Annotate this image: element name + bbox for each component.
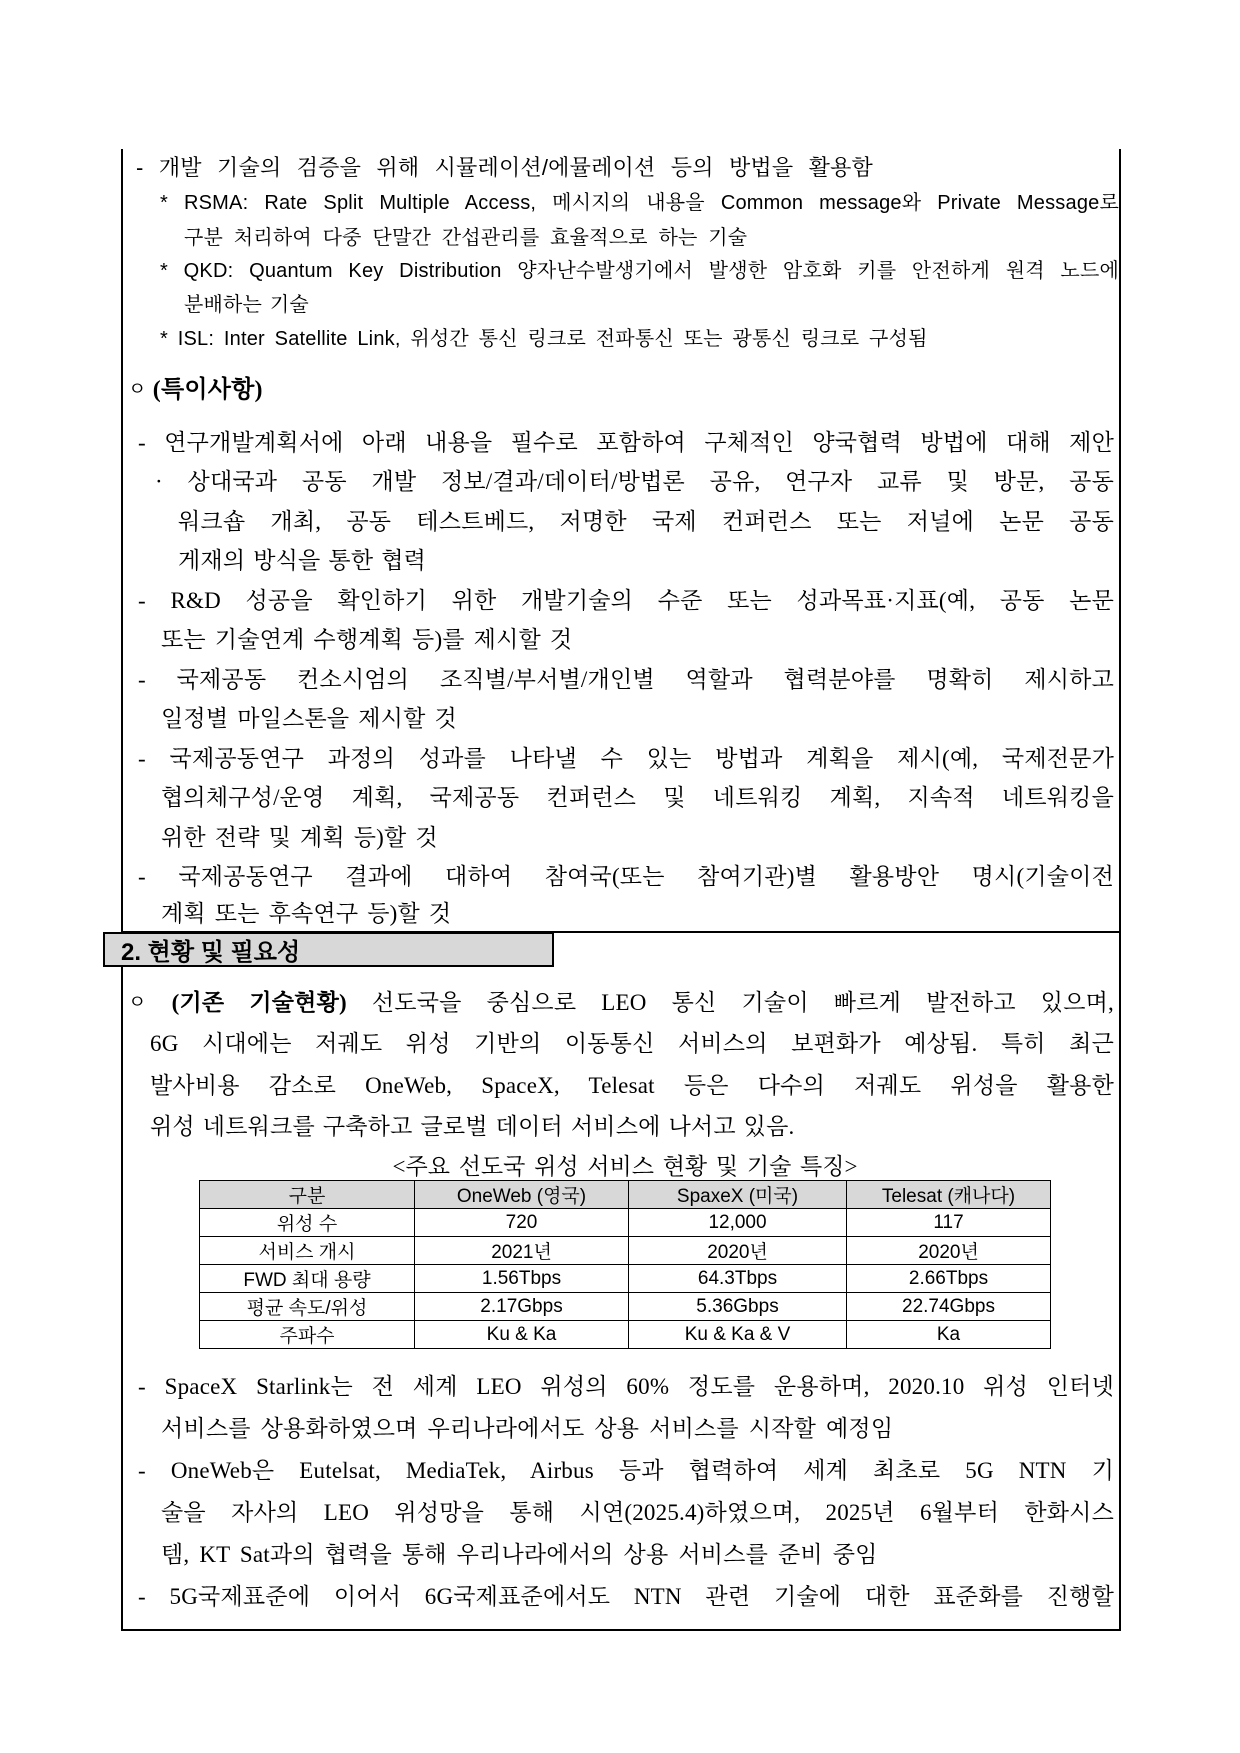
- doc-line: 협의체구성/운영 계획, 국제공동 컨퍼런스 및 네트워킹 계획, 지속적 네트워킹을: [161, 785, 1114, 810]
- doc-line: - OneWeb은 Eutelsat, MediaTek, Airbus 등과 협력하여 세계 최초로 5G NTN 기: [138, 1458, 1114, 1483]
- table-row: [200, 1237, 1051, 1265]
- doc-line: - 5G국제표준에 이어서 6G국제표준에서도 NTN 관련 기술에 대한 표준화를 진행할: [138, 1584, 1114, 1609]
- table-cell: 1.56Tbps: [415, 1265, 629, 1293]
- table-cell: 64.3Tbps: [629, 1265, 847, 1293]
- table-row: [200, 1209, 1051, 1237]
- table-row: [200, 1321, 1051, 1349]
- table-cell: 평균 속도/위성: [200, 1293, 415, 1321]
- doc-line: 서비스를 상용화하였으며 우리나라에서도 상용 서비스를 시작할 예정임: [161, 1416, 894, 1441]
- table-row: [200, 1265, 1051, 1293]
- footnote-line: * QKD: Quantum Key Distribution 양자난수발생기에서 발생한 암호화 키를 안전하게 원격 노드에: [160, 260, 1119, 282]
- table-header-cell: 구분: [200, 1181, 415, 1209]
- footnote-line: * ISL: Inter Satellite Link, 위성간 통신 링크로 전파통신 또는 광통신 링크로 구성됨: [160, 328, 928, 350]
- doc-line: 술을 자사의 LEO 위성망을 통해 시연(2025.4)하였으며, 2025년 6월부터 한화시스: [161, 1500, 1114, 1525]
- doc-line: - SpaceX Starlink는 전 세계 LEO 위성의 60% 정도를 운용하며, 2020.10 위성 인터넷: [138, 1374, 1114, 1399]
- table-cell: 117: [847, 1209, 1051, 1237]
- table-cell: 서비스 개시: [200, 1237, 415, 1265]
- footnote-line: 구분 처리하여 다중 단말간 간섭관리를 효율적으로 하는 기술: [184, 227, 748, 249]
- doc-line: 또는 기술연계 수행계획 등)를 제시할 것: [161, 627, 573, 652]
- table-cell: FWD 최대 용량: [200, 1265, 415, 1293]
- doc-line: · 상대국과 공동 개발 정보/결과/데이터/방법론 공유, 연구자 교류 및 방문, 공동: [155, 469, 1114, 494]
- section-heading-label: 2. 현황 및 필요성: [121, 939, 301, 966]
- tech-status-intro: [128, 988, 1114, 1017]
- doc-line: 게재의 방식을 통한 협력: [178, 548, 427, 573]
- doc-line: 템, KT Sat과의 협력을 통해 우리나라에서의 상용 서비스를 준비 중임: [161, 1542, 878, 1567]
- table-header-cell: SpaxeX (미국): [629, 1181, 847, 1209]
- tech-status-heading-label: (기존 기술현황): [171, 990, 347, 1015]
- special-notes-heading: [128, 375, 263, 405]
- doc-line: - R&D 성공을 확인하기 위한 개발기술의 수준 또는 성과목표·지표(예, 공동 논문: [138, 588, 1114, 613]
- tech-status-intro-text: 선도국을 중심으로 LEO 통신 기술이 빠르게 발전하고 있으며,: [371, 990, 1114, 1015]
- table-header-row: [200, 1181, 1051, 1209]
- table-cell: 2.66Tbps: [847, 1265, 1051, 1293]
- footnote-line: * RSMA: Rate Split Multiple Access, 메시지의 내용을 Common message와 Private Message로: [160, 192, 1119, 214]
- doc-line: 위성 네트워크를 구축하고 글로벌 데이터 서비스에 나서고 있음.: [150, 1114, 795, 1139]
- table-cell: Ku & Ka: [415, 1321, 629, 1349]
- table-cell: 2.17Gbps: [415, 1293, 629, 1321]
- doc-line: 계획 또는 후속연구 등)할 것: [161, 901, 452, 926]
- circle-bullet: ㅇ: [128, 379, 147, 400]
- table-cell: 720: [415, 1209, 629, 1237]
- footnote-line: 분배하는 기술: [184, 294, 309, 316]
- table-caption: <주요 선도국 위성 서비스 현황 및 기술 특징>: [392, 1154, 858, 1179]
- table-cell: 2020년: [847, 1237, 1051, 1265]
- table-cell: 위성 수: [200, 1209, 415, 1237]
- table-cell: 주파수: [200, 1321, 415, 1349]
- doc-line: - 연구개발계획서에 아래 내용을 필수로 포함하여 구체적인 양국협력 방법에 대해 제안: [138, 430, 1114, 455]
- doc-line: - 국제공동연구 과정의 성과를 나타낼 수 있는 방법과 계획을 제시(예, 국제전문가: [138, 746, 1114, 771]
- satellite-comparison-table: [199, 1180, 1051, 1349]
- table-cell: 22.74Gbps: [847, 1293, 1051, 1321]
- table-cell: 5.36Gbps: [629, 1293, 847, 1321]
- doc-line: 일정별 마일스톤을 제시할 것: [161, 706, 457, 731]
- doc-line: - 국제공동 컨소시엄의 조직별/부서별/개인별 역할과 협력분야를 명확히 제시하고: [138, 667, 1114, 692]
- doc-line: 워크숍 개최, 공동 테스트베드, 저명한 국제 컨퍼런스 또는 저널에 논문 공동: [178, 509, 1114, 534]
- table-header-cell: OneWeb (영국): [415, 1181, 629, 1209]
- section-heading: [103, 932, 554, 967]
- special-notes-heading-label: (특이사항): [152, 377, 263, 403]
- table-cell: 2021년: [415, 1237, 629, 1265]
- table-cell: Ka: [847, 1321, 1051, 1349]
- doc-line: 6G 시대에는 저궤도 위성 기반의 이동통신 서비스의 보편화가 예상됨. 특히 최근: [150, 1031, 1114, 1056]
- table-cell: 2020년: [629, 1237, 847, 1265]
- circle-bullet: ㅇ: [128, 992, 147, 1013]
- table-header-cell: Telesat (캐나다): [847, 1181, 1051, 1209]
- table-row: [200, 1293, 1051, 1321]
- table-cell: 12,000: [629, 1209, 847, 1237]
- doc-line: 위한 전략 및 계획 등)할 것: [161, 825, 438, 850]
- doc-line: - 개발 기술의 검증을 위해 시뮬레이션/에뮬레이션 등의 방법을 활용함: [136, 155, 873, 180]
- doc-line: 발사비용 감소로 OneWeb, SpaceX, Telesat 등은 다수의 저궤도 위성을 활용한: [150, 1073, 1114, 1098]
- table-cell: Ku & Ka & V: [629, 1321, 847, 1349]
- doc-line: - 국제공동연구 결과에 대하여 참여국(또는 참여기관)별 활용방안 명시(기술이전: [138, 864, 1114, 889]
